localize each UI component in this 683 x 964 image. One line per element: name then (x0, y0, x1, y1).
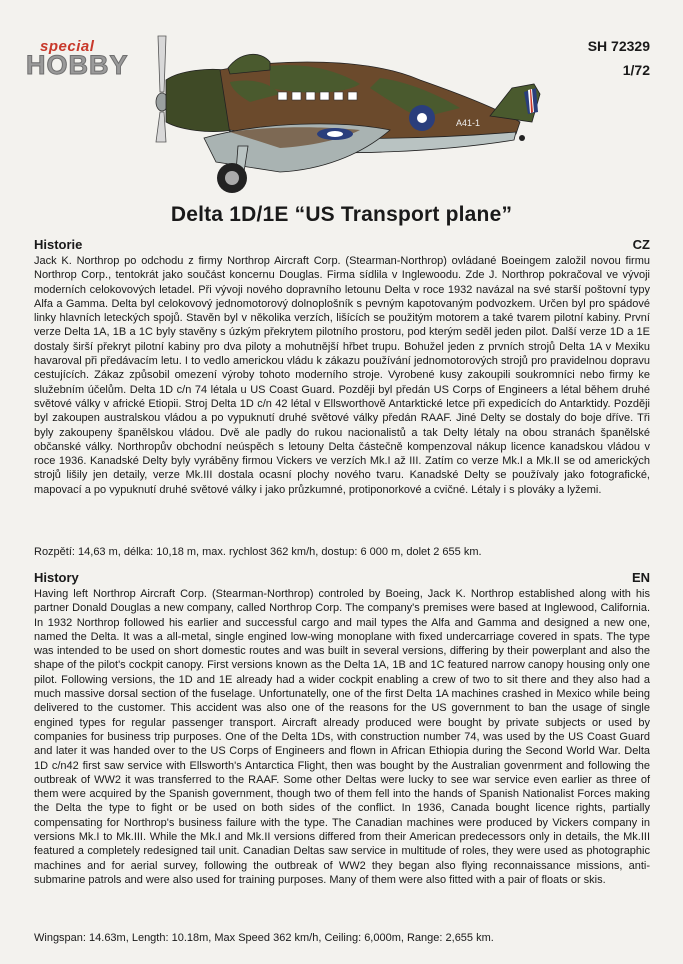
cz-heading: Historie (34, 237, 83, 252)
brand-logo-top: special (40, 38, 95, 55)
en-specs: Wingspan: 14.63m, Length: 10.18m, Max Speed 362 km/h, Ceiling: 6,000m, Range: 2,655 km. (34, 932, 494, 944)
cz-lang-code: CZ (632, 237, 650, 252)
aircraft-marking: A41-1 (456, 118, 481, 128)
page-title: Delta 1D/1E “US Transport plane” (170, 203, 513, 226)
brand-logo-bottom: HOBBY (26, 50, 129, 80)
en-section-header (34, 570, 650, 586)
en-body-text: Having left Northrop Aircraft Corp. (Stearman-Northrop) controled by Boeing, Jack K. Northrop established along with his partner Donald Douglas a new company, called Northrop Corp. The company's premises were based at Inglewood, California. In 1932 Northrop followed his earlier and successful cargo and mail types the Alfa and Gamma and designed a new one, named the Delta. It was a all-metal, single engined low-wing monoplane with fixed undercarriage covered in spats. The type was intended to be used on short domestic routes and was built in several versions, differing by their powerplant and also the shape of the pilot's cockpit canopy. First versions known as the Delta 1A, 1B and 1C featured narrow canopy housing only one pilot. Following versions, the 1D and 1E already had a wider cockpit enabling a crew of two to sit there and they also had a much massive dorsal section of the fuselage. Unfortunatelly, one of the first Delta 1A machines crashed in Mexico while being delivered to the customer. This accident was also one of the reasons for the US government to ban the usage of single engined types for regular passenger transport. Aircraft already produced were bought by private subjects or used by companies for business trip purposes. One of the Delta 1Ds, with construction number 74, was used by the US Coast Guard and later it was handed over to the US Corps of Engineers and flown in African Ethiopia during the Second World War. Delta 1D c/n42 first saw service with Ellsworth's Antarctica Flight, then was bought by the Australian govenrment and following the outbreak of WW2 it was transferred to the RAAF. Some other Deltas were lucky to see war service even earlier as three of them were acquired by the Spanish government, though two of them fell into the hands of Spanish Nationalist Forces making the Delta the type to fight or be used on both sides of the conflict. In 1936, Canada bought licence rights, partially compensating for Northrop's business failure with the type. The Canadian machines were produced by Vickers company in versions Mk.I to Mk.III. While the Mk.I and Mk.II versions differed from their American predecessors only in details, the Mk.III featured a completely redesigned tail unit. Canadian Deltas saw service in multitude of roles, they were used as photographic machines and for aerial survey, following the outbreak of WW2 they began also flying reconnaissance missions, anti-submarine patrols and were also used for training purposes. Many of them were also fitted with a pair of floats or skis. (34, 588, 650, 886)
cz-body-text: Jack K. Northrop po odchodu z firmy Northrop Aircraft Corp. (Stearman-Northrop) ovládané Boeingem založil novou firmu Northrop Corp., tentokrát jako součást koncernu Douglas. Firma sídlila v Inglewoodu. Zde J. Northrop pokračoval ve vývoji moderních celokovových letadel. Při vývoji nového dopravního letounu Delta v roce 1932 navázal na své starší poštovní typy Alfa a Gamma. Delta byl celokovový jednomotorový dolnoplošník s pevným kapotovaným podvozkem. Určen byl pro spádové linky hlavních leteckých spojů. Stavěn byl v několika verzích, lišících se použitým motorem a také tvarem pilotní kabiny. První verze Delta 1A, 1B a 1C byly stavěny s úzkým překrytem pilotního prostoru, pod kterým seděl jeden pilot. Další verze 1D a 1E dostaly širší překryt pilotní kabiny pro dva piloty a mohutnější hřbet trupu. Bohužel jeden z prvních strojů Delta 1A v Mexiku havaroval při předávacím letu. I to vedlo americkou vládu k zákazu používání jednomotorových strojů pro pravidelnou dopravu cestujících. Zákaz způsobil omezení výroby tohoto moderního stroje. Vyrobené kusy zakoupili soukromníci nebo firmy ke služebním účelům. Delta 1D c/n 74 létala u US Coast Guard. Později byl předán US Corps of Engineers a létal během druhé světové války v africké Etiopii. Stroj Delta 1D c/n 42 létal v Ellsworthově Antarktické letce při expedicích do Antarktidy. Později byl zakoupen australskou vládou a po vypuknutí druhé světové války předán RAAF. Jiné Delty se dostaly do boje dříve. Tři byly zakoupeny španělskou vládou. Dvě ale padly do rukou nacionalistů a tak Delty létaly na obou stranách španělské občanské války. Northropův obchodní neúspěch s letouny Delta částečně kompenzoval nákup licence kanadskou vládou v roce 1936. Kanadské Delty byly vyráběny firmou Vickers ve verzích Mk.I až III. Zatím co verze Mk.I a Mk.II se od amerických strojů lišily jen detaily, verze Mk.III dostala ocasní plochy nového tvaru. Kanadské Delty se používaly jako fotografické, mapovací a po vypuknutí druhé světové války i jako průzkumné, protiponorkové a cvičné. Létaly i s plováky a lyžemi. (34, 255, 650, 496)
aircraft-illustration (120, 22, 560, 202)
cz-section-header (34, 237, 650, 253)
cz-specs: Rozpětí: 14,63 m, délka: 10,18 m, max. rychlost 362 km/h, dostup: 6 000 m, dolet 2 655 km. (34, 546, 482, 558)
en-lang-code: EN (631, 570, 650, 585)
en-heading: History (34, 570, 79, 585)
kit-code: SH 72329 (587, 38, 650, 54)
wing-roundel (317, 128, 353, 140)
kit-scale: 1/72 (622, 62, 650, 78)
fuselage-roundel (409, 105, 435, 131)
